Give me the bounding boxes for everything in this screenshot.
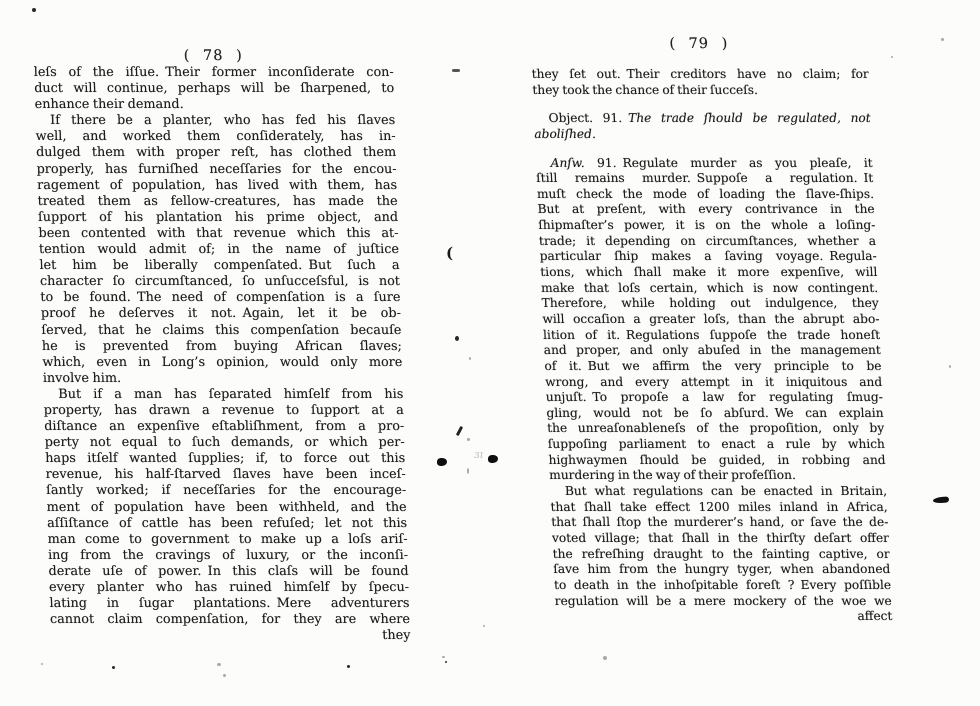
- body-text: that ſhall take effect 1200 miles inland in Africa,: [550, 499, 888, 514]
- body-text: cannot claim compenſation, for they are where: [49, 612, 411, 628]
- ink-speck: [891, 56, 893, 58]
- body-text: he is prevented from buying African ſlaves;: [41, 338, 403, 354]
- ink-speck: [603, 656, 607, 660]
- body-text: to death in the inhoſpitable foreſt ? Every poſſible: [553, 577, 892, 592]
- body-text: ſuppoſing parliament to enact a rule by which: [547, 437, 886, 452]
- ink-speck: [452, 69, 460, 72]
- body-text: If there be a planter, who has fed his ſlaves: [49, 113, 396, 129]
- text-line: [41, 323, 401, 339]
- body-text: ſtill remains murder. Suppoſe a regulation. It: [535, 171, 874, 186]
- text-line: [543, 328, 881, 344]
- catchword: [50, 628, 410, 644]
- body-text: every planter who has ruined himſelf by ſpecu-: [48, 580, 410, 595]
- text-line: [541, 281, 879, 297]
- text-line: [552, 547, 890, 563]
- text-line: [50, 612, 410, 628]
- text-line: [550, 484, 888, 500]
- body-text: the unreaſonableneſs of the propoſition, only by: [546, 421, 885, 436]
- body-text: trade; it depending on circumſtances, whether a: [538, 233, 877, 248]
- text-line: [47, 532, 407, 548]
- ink-speck: [483, 625, 485, 627]
- text-line: [49, 580, 409, 596]
- text-line: [532, 83, 870, 99]
- ink-speck: ɜı: [474, 448, 484, 461]
- text-line: [552, 531, 890, 547]
- text-line: [535, 156, 873, 172]
- body-text: particular ſhip makes a ſaving voyage. Regula-: [539, 249, 877, 264]
- ink-speck: [217, 663, 221, 666]
- body-text: murdering in the way of their profeſſion.: [548, 468, 797, 483]
- page-78-text-column: [34, 65, 411, 644]
- body-text: wrong, and every attempt in it iniquitous and: [544, 374, 883, 389]
- text-line: [554, 594, 892, 610]
- body-text: unjuſt. To propoſe a law for regulating ſmug-: [545, 390, 884, 405]
- text-line: [40, 290, 400, 306]
- text-line: [539, 234, 877, 250]
- body-text: muſt check the mode of loading the ſlave-ſhips.: [536, 186, 875, 201]
- page-79-text-column: [531, 67, 892, 625]
- body-text: But if a man has ſeparated himſelf from his: [58, 386, 404, 402]
- ink-speck: [41, 663, 43, 665]
- text-line: [553, 562, 891, 578]
- text-line: [41, 306, 401, 322]
- text-line: [537, 202, 875, 218]
- body-text: ing from the cravings of luxury, or the inconſi-: [47, 547, 409, 563]
- text-line: [39, 242, 399, 258]
- body-text: and proper, and only abuſed in the management: [543, 343, 882, 358]
- body-text: will occaſion a greater loſs, than the abrupt abo-: [542, 311, 880, 326]
- body-text: haps itſelf wanted ſupplies; if, to force out this: [44, 451, 406, 467]
- text-line: [36, 145, 396, 161]
- body-text: dulged them with proper reſt, has clothed them: [35, 145, 397, 161]
- text-line: [546, 390, 884, 406]
- text-line: [44, 419, 404, 435]
- body-text: diſtance an expenſive eſtabliſhment, from a pro-: [44, 419, 405, 435]
- text-line: [542, 312, 880, 328]
- ink-speck: [112, 666, 115, 669]
- body-text: Object. 91.: [548, 111, 629, 126]
- body-text: Therefore, while holding out indulgence, they: [541, 296, 880, 311]
- body-text: lition of it. Regulations ſuppoſe the trade honeſt: [542, 327, 881, 342]
- body-text: let him be liberally compenſated. But ſuch a: [39, 258, 400, 274]
- text-line: [45, 467, 405, 483]
- italic-text: Anſw.: [550, 155, 585, 170]
- text-line: [549, 468, 887, 484]
- text-line: [45, 451, 405, 467]
- ink-speck: [488, 455, 498, 463]
- body-text: duct will continue, perhaps will be ſharpened, to: [34, 81, 395, 97]
- body-text: proof he deſerves it not. Again, let it be ob-: [40, 306, 402, 322]
- body-text: enhance their demand.: [34, 97, 184, 113]
- text-line: [543, 343, 881, 359]
- body-text: they ſet out. Their creditors have no claim; for: [531, 67, 870, 81]
- body-text: involve him.: [42, 370, 122, 386]
- text-line: [534, 127, 872, 143]
- text-line: [37, 178, 397, 194]
- text-line: [42, 339, 402, 355]
- text-line: [34, 97, 394, 113]
- body-text: ragement of population, has lived with them, has: [36, 177, 398, 193]
- body-text: tention would admit of; in the name of juſtice: [38, 242, 400, 258]
- body-text: which, even in Long’s opinion, would only more: [42, 354, 403, 370]
- body-text: ſave him from the hungry tyger, when abandoned: [553, 562, 891, 577]
- body-text: they: [382, 628, 411, 644]
- text-line: [531, 67, 869, 83]
- body-text: make that loſs certain, which is now contingent.: [540, 280, 879, 295]
- text-line: [48, 548, 408, 564]
- text-line: [42, 355, 402, 371]
- ink-speck: [467, 438, 470, 441]
- text-line: [536, 171, 874, 187]
- body-text: leſs of the iſſue. Their former inconſiderate con-: [33, 65, 394, 80]
- body-text: ment of population have been withheld, and the: [46, 499, 407, 515]
- body-text: ſhipmaſter’s power, it is on the whole a loſing-: [537, 218, 876, 233]
- body-text: revenue, his half-ſtarved ſlaves have been inceſ-: [45, 467, 406, 483]
- text-line: [49, 596, 409, 612]
- text-line: [548, 437, 886, 453]
- text-line: [34, 81, 394, 97]
- body-text: to be found. The need of compenſation is a ſure: [40, 290, 401, 306]
- text-line: [540, 265, 878, 281]
- body-text: man come to government to make up a loſs ariſ-: [47, 531, 408, 547]
- body-text: highwaymen ſhould be guided, in robbing and: [548, 452, 886, 467]
- body-text: the refreſhing draught to the fainting captive, or: [552, 546, 890, 561]
- body-text: voted village; that ſhall in the thirſty deſart offer: [551, 530, 890, 545]
- text-line: [39, 258, 399, 274]
- body-text: property, has drawn a revenue to ſupport at a: [43, 402, 405, 418]
- catchword: [555, 609, 893, 625]
- italic-text: aboliſhed.: [534, 126, 597, 141]
- text-line: [38, 226, 398, 242]
- body-text: affect: [857, 609, 893, 624]
- italic-text: The trade ſhould be regulated, not: [627, 111, 871, 126]
- text-line: [544, 359, 882, 375]
- text-line: [539, 249, 877, 265]
- text-line: [40, 274, 400, 290]
- text-line: [34, 65, 394, 81]
- ink-speck: [347, 665, 350, 668]
- text-line: [550, 500, 888, 516]
- text-line: [554, 578, 892, 594]
- body-text: character ſo circumſtanced, ſo unſucceſsful, is not: [39, 274, 401, 290]
- page-78: [33, 47, 411, 644]
- body-text: derate uſe of power. In this claſs will be found: [48, 563, 409, 579]
- page-79: [530, 35, 893, 625]
- ink-speck: [467, 468, 469, 474]
- body-text: ſantly worked; if neceſſaries for the encourage-: [45, 483, 407, 499]
- body-text: gling, would not be ſo abſurd. We can explain: [546, 405, 884, 420]
- text-line: [541, 296, 879, 312]
- text-line: [36, 162, 396, 178]
- text-line: [35, 129, 395, 145]
- ink-speck: [933, 496, 949, 503]
- body-text: properly, has furniſhed neceſſaries for the encou-: [36, 161, 397, 177]
- body-text: 91. Regulate murder as you pleaſe, it: [584, 155, 873, 170]
- text-line: [48, 564, 408, 580]
- text-line: [37, 194, 397, 210]
- ink-speck: [941, 38, 944, 41]
- body-text: ſerved, that he claims this compenſation becauſe: [41, 322, 402, 338]
- body-text: that ſhall ſtop the murderer’s hand, or ſave the de-: [550, 515, 889, 530]
- body-text: been contented with that revenue which this at-: [38, 225, 399, 241]
- body-text: perty not equal to ſuch demands, or which per-: [44, 435, 405, 451]
- text-line: [43, 371, 403, 387]
- body-text: ſupport of his plantation his prime object, and: [37, 209, 399, 225]
- page-number-78: ( 78 ): [183, 48, 243, 64]
- body-text: of it. But we affirm the very principle to be: [544, 358, 882, 373]
- body-text: But what regulations can be enacted in Britain,: [564, 484, 888, 499]
- body-text: well, and worked them conſiderately, has in-: [35, 129, 396, 145]
- ink-speck: [455, 336, 459, 341]
- body-text: regulation will be a mere mockery of the woe we: [554, 593, 892, 608]
- body-text: treated them as fellow-creatures, has made the: [37, 193, 398, 209]
- body-text: tions, which ſhall make it more expenſive, will: [540, 265, 878, 280]
- text-line: [44, 403, 404, 419]
- text-line: [533, 111, 871, 127]
- text-line: [537, 187, 875, 203]
- text-line: [46, 483, 406, 499]
- ink-speck: [456, 426, 463, 436]
- ink-speck: [949, 365, 951, 368]
- text-line: [538, 218, 876, 234]
- ink-speck: [32, 8, 36, 12]
- text-line: [551, 515, 889, 531]
- ink-speck: (: [446, 244, 454, 262]
- text-line: [45, 435, 405, 451]
- ink-speck: [437, 458, 447, 466]
- body-text: lating in ſugar plantations. Mere adventurers: [49, 596, 410, 612]
- text-line: [46, 500, 406, 516]
- body-text: But at preſent, with every contrivance in the: [537, 202, 875, 217]
- text-line: [548, 453, 886, 469]
- ink-speck: [442, 656, 445, 658]
- text-line: [545, 375, 883, 391]
- ink-speck: [445, 661, 447, 663]
- ink-speck: [469, 357, 471, 360]
- text-line: [47, 516, 407, 532]
- text-line: [35, 113, 395, 129]
- body-text: they took the chance of their ſucceſs.: [532, 82, 759, 97]
- text-line: [38, 210, 398, 226]
- text-line: [546, 406, 884, 422]
- body-text: aſſiſtance of cattle has been refuſed; let not this: [46, 515, 408, 531]
- text-line: [43, 387, 403, 403]
- ink-speck: [223, 674, 226, 677]
- page-number-79: ( 79 ): [669, 36, 729, 52]
- text-line: [547, 421, 885, 437]
